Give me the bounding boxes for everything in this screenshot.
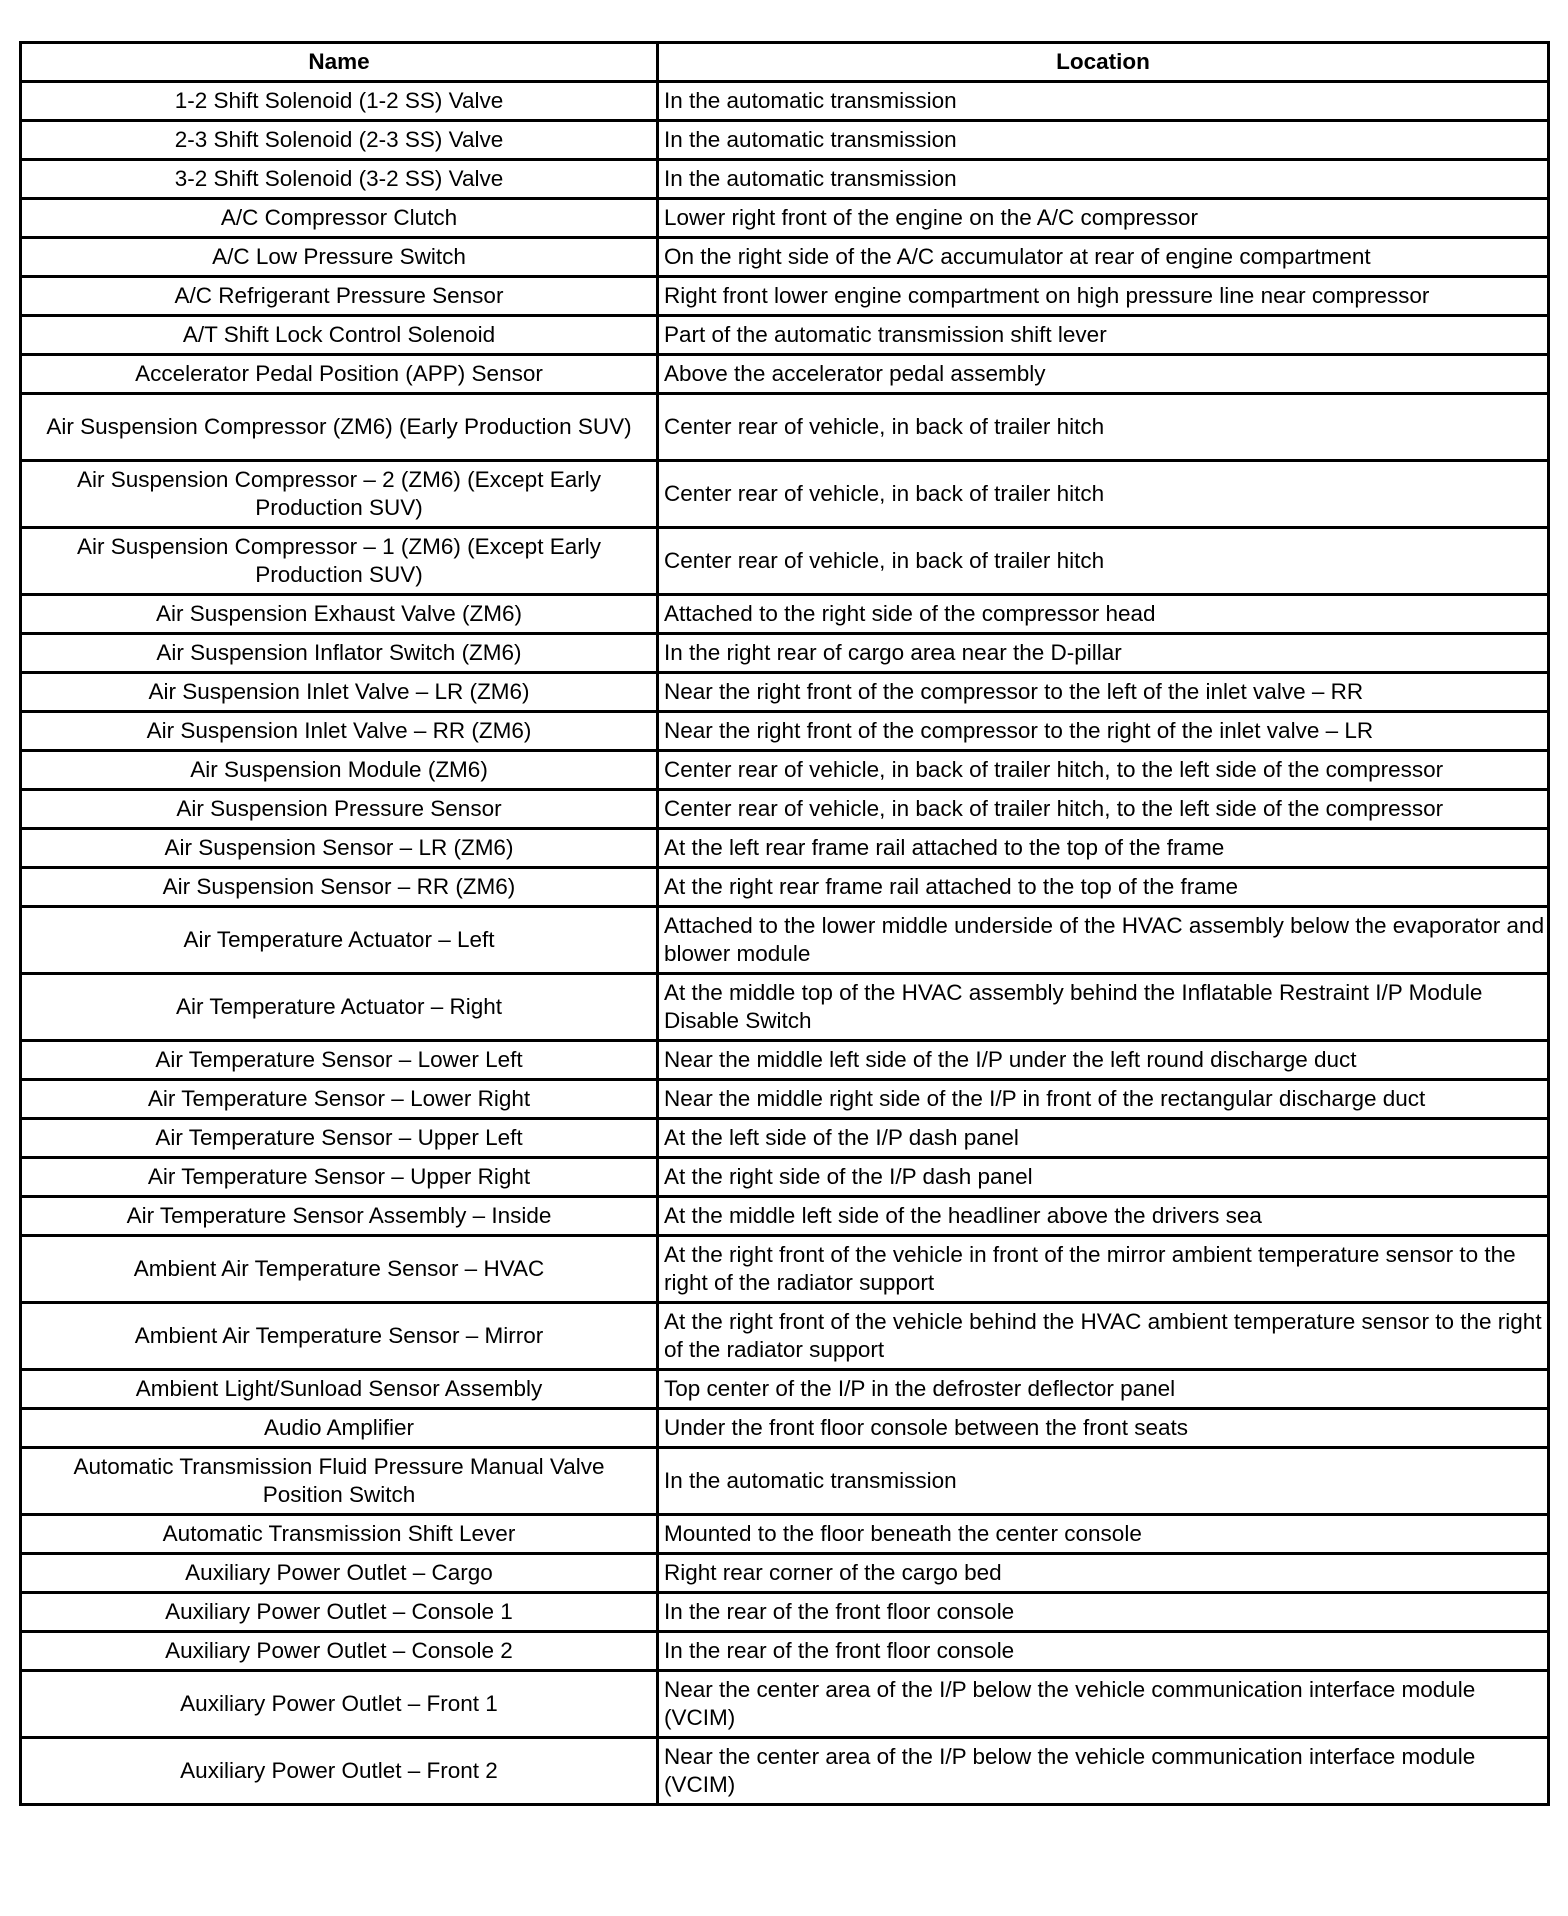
component-name-cell: Air Temperature Actuator – Left [21,907,658,974]
component-name-cell: Auxiliary Power Outlet – Cargo [21,1554,658,1593]
table-row [21,121,1549,160]
table-row [21,82,1549,121]
component-name-cell: Auxiliary Power Outlet – Console 1 [21,1593,658,1632]
table-row [21,974,1549,1041]
table-row [21,751,1549,790]
location-column-header: Location [658,43,1549,82]
component-location-cell: Attached to the lower middle underside of the HVAC assembly below the evaporator and blower module [658,907,1549,974]
component-name-cell: Air Suspension Sensor – LR (ZM6) [21,829,658,868]
table-row [21,1236,1549,1303]
component-location-cell: In the automatic transmission [658,82,1549,121]
table-row [21,868,1549,907]
component-location-cell: On the right side of the A/C accumulator at rear of engine compartment [658,238,1549,277]
component-location-cell: At the middle left side of the headliner above the drivers sea [658,1197,1549,1236]
component-location-cell: Center rear of vehicle, in back of trailer hitch [658,394,1549,461]
component-location-cell: At the middle top of the HVAC assembly behind the Inflatable Restraint I/P Module Disable Switch [658,974,1549,1041]
component-name-cell: A/C Refrigerant Pressure Sensor [21,277,658,316]
component-location-cell: Near the middle right side of the I/P in front of the rectangular discharge duct [658,1080,1549,1119]
component-name-cell: Air Temperature Sensor Assembly – Inside [21,1197,658,1236]
table-row [21,1593,1549,1632]
component-name-cell: Air Suspension Module (ZM6) [21,751,658,790]
name-column-header: Name [21,43,658,82]
table-row [21,634,1549,673]
component-name-cell: 1-2 Shift Solenoid (1-2 SS) Valve [21,82,658,121]
table-row [21,316,1549,355]
component-name-cell: Air Suspension Sensor – RR (ZM6) [21,868,658,907]
table-row [21,1370,1549,1409]
component-location-cell: Near the center area of the I/P below the vehicle communication interface module (VCIM) [658,1738,1549,1805]
component-name-cell: Air Suspension Exhaust Valve (ZM6) [21,595,658,634]
component-location-cell: Near the middle left side of the I/P under the left round discharge duct [658,1041,1549,1080]
component-location-cell: In the right rear of cargo area near the D-pillar [658,634,1549,673]
component-name-cell: Air Suspension Inlet Valve – LR (ZM6) [21,673,658,712]
component-location-cell: Lower right front of the engine on the A/C compressor [658,199,1549,238]
component-location-cell: Top center of the I/P in the defroster deflector panel [658,1370,1549,1409]
component-location-cell: Near the center area of the I/P below the vehicle communication interface module (VCIM) [658,1671,1549,1738]
component-location-cell: Near the right front of the compressor to the right of the inlet valve – LR [658,712,1549,751]
table-row [21,238,1549,277]
component-location-cell: Center rear of vehicle, in back of trailer hitch [658,528,1549,595]
table-row [21,1448,1549,1515]
component-location-cell: In the rear of the front floor console [658,1632,1549,1671]
component-name-cell: 2-3 Shift Solenoid (2-3 SS) Valve [21,121,658,160]
table-row [21,461,1549,528]
table-row [21,1554,1549,1593]
table-row [21,1119,1549,1158]
table-row [21,394,1549,461]
component-location-cell: At the right front of the vehicle in front of the mirror ambient temperature sensor to the right of the radiator support [658,1236,1549,1303]
component-location-cell: Part of the automatic transmission shift lever [658,316,1549,355]
component-name-cell: Audio Amplifier [21,1409,658,1448]
component-name-cell: Ambient Air Temperature Sensor – HVAC [21,1236,658,1303]
component-location-cell: In the automatic transmission [658,160,1549,199]
table-row [21,1515,1549,1554]
component-location-cell: Attached to the right side of the compressor head [658,595,1549,634]
table-row [21,1158,1549,1197]
component-name-cell: Air Suspension Compressor – 2 (ZM6) (Except Early Production SUV) [21,461,658,528]
component-name-cell: Air Suspension Compressor – 1 (ZM6) (Except Early Production SUV) [21,528,658,595]
table-body [21,82,1549,1805]
component-name-cell: A/C Compressor Clutch [21,199,658,238]
component-name-cell: A/C Low Pressure Switch [21,238,658,277]
component-location-cell: Center rear of vehicle, in back of trailer hitch [658,461,1549,528]
table-row [21,673,1549,712]
table-row [21,199,1549,238]
table-row [21,1197,1549,1236]
table-row [21,1409,1549,1448]
table-row [21,1671,1549,1738]
component-location-cell: At the right side of the I/P dash panel [658,1158,1549,1197]
table-row [21,712,1549,751]
table-row [21,1303,1549,1370]
component-location-cell: Center rear of vehicle, in back of trailer hitch, to the left side of the compressor [658,790,1549,829]
component-location-cell: Above the accelerator pedal assembly [658,355,1549,394]
component-location-cell: At the left side of the I/P dash panel [658,1119,1549,1158]
table-row [21,1080,1549,1119]
component-name-cell: A/T Shift Lock Control Solenoid [21,316,658,355]
component-name-cell: Air Suspension Inflator Switch (ZM6) [21,634,658,673]
table-row [21,528,1549,595]
table-row [21,1738,1549,1805]
table-row [21,829,1549,868]
component-location-cell: At the left rear frame rail attached to the top of the frame [658,829,1549,868]
component-location-cell: Mounted to the floor beneath the center console [658,1515,1549,1554]
component-name-cell: Ambient Air Temperature Sensor – Mirror [21,1303,658,1370]
component-name-cell: Automatic Transmission Fluid Pressure Manual Valve Position Switch [21,1448,658,1515]
table-row [21,1041,1549,1080]
component-name-cell: 3-2 Shift Solenoid (3-2 SS) Valve [21,160,658,199]
component-name-cell: Accelerator Pedal Position (APP) Sensor [21,355,658,394]
component-location-cell: Right rear corner of the cargo bed [658,1554,1549,1593]
component-name-cell: Air Temperature Sensor – Lower Left [21,1041,658,1080]
table-row [21,907,1549,974]
component-location-cell: Under the front floor console between the front seats [658,1409,1549,1448]
component-name-cell: Air Temperature Sensor – Lower Right [21,1080,658,1119]
component-name-cell: Air Suspension Pressure Sensor [21,790,658,829]
component-name-cell: Air Temperature Sensor – Upper Left [21,1119,658,1158]
component-location-cell: At the right front of the vehicle behind the HVAC ambient temperature sensor to the right of the radiator support [658,1303,1549,1370]
component-name-cell: Ambient Light/Sunload Sensor Assembly [21,1370,658,1409]
component-name-cell: Auxiliary Power Outlet – Front 1 [21,1671,658,1738]
table-row [21,595,1549,634]
component-name-cell: Auxiliary Power Outlet – Console 2 [21,1632,658,1671]
component-location-table [19,41,1550,1806]
table-row [21,277,1549,316]
component-location-cell: In the automatic transmission [658,121,1549,160]
table-row [21,160,1549,199]
component-name-cell: Air Temperature Actuator – Right [21,974,658,1041]
component-location-cell: Center rear of vehicle, in back of trailer hitch, to the left side of the compressor [658,751,1549,790]
component-location-cell: In the rear of the front floor console [658,1593,1549,1632]
table-row [21,355,1549,394]
component-name-cell: Air Suspension Compressor (ZM6) (Early Production SUV) [21,394,658,461]
component-name-cell: Automatic Transmission Shift Lever [21,1515,658,1554]
component-location-cell: In the automatic transmission [658,1448,1549,1515]
table-row [21,790,1549,829]
component-location-cell: At the right rear frame rail attached to the top of the frame [658,868,1549,907]
table-header-row [21,43,1549,82]
table-row [21,1632,1549,1671]
component-name-cell: Air Suspension Inlet Valve – RR (ZM6) [21,712,658,751]
component-name-cell: Air Temperature Sensor – Upper Right [21,1158,658,1197]
component-location-cell: Near the right front of the compressor to the left of the inlet valve – RR [658,673,1549,712]
component-location-cell: Right front lower engine compartment on high pressure line near compressor [658,277,1549,316]
component-name-cell: Auxiliary Power Outlet – Front 2 [21,1738,658,1805]
